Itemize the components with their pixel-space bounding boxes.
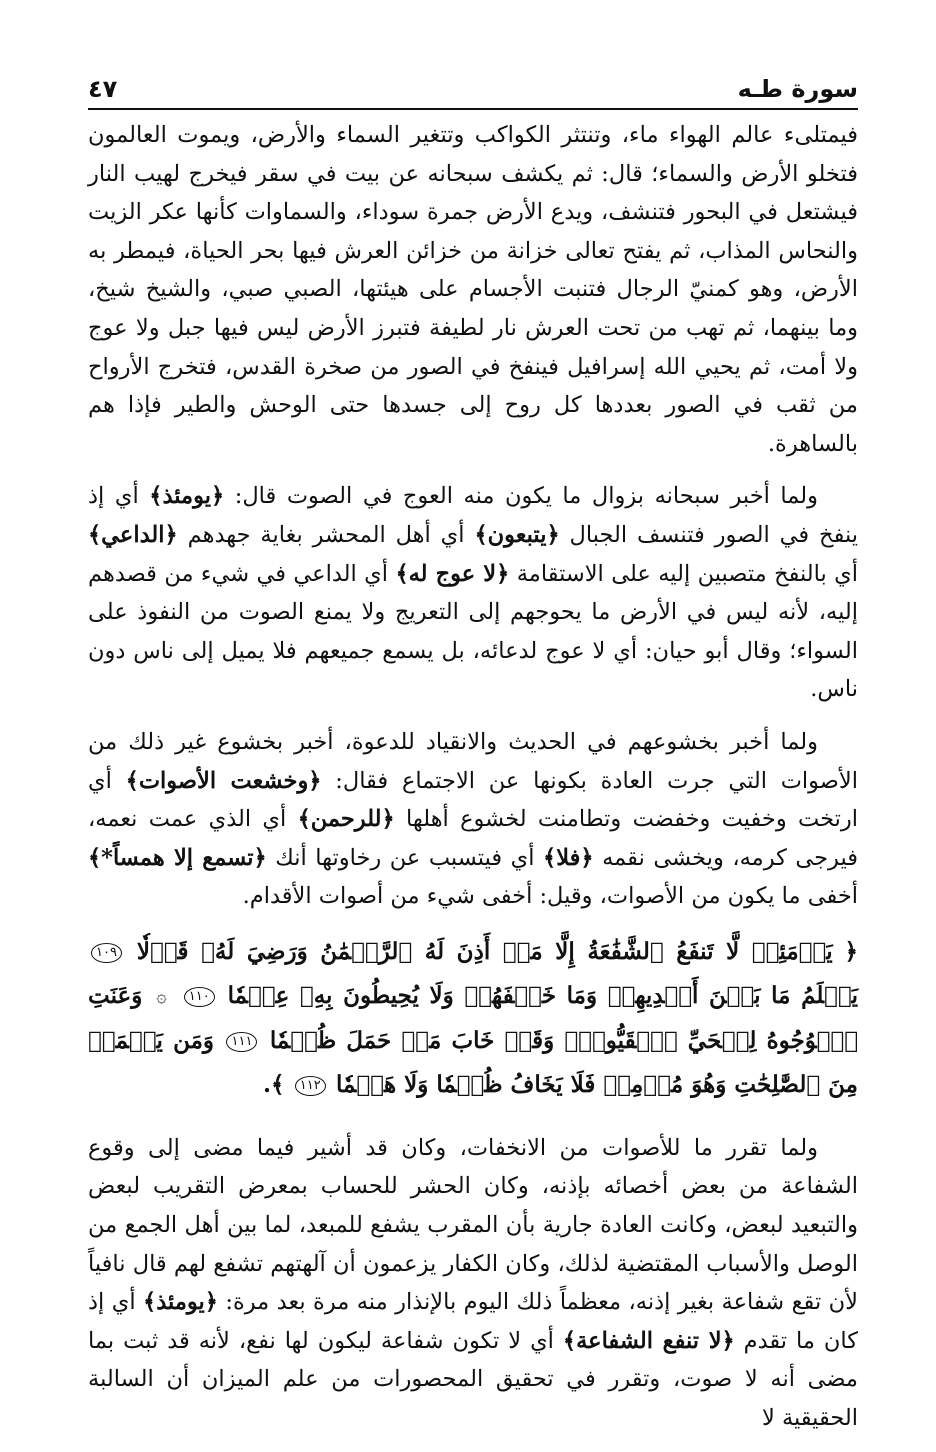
surah-title: سورة طـه xyxy=(737,75,858,103)
verse-111: وَعَنَتِ ٱلۡوُجُوهُ لِلۡحَيِّ ٱلۡقَيُّومِۖ وَقَدۡ خَابَ مَنۡ حَمَلَ ظُلۡمٗا xyxy=(88,981,859,1054)
verse-open-bracket: ﴿ xyxy=(844,937,858,965)
quran-quote: ﴿للرحمن﴾ xyxy=(297,806,395,833)
text-run: ولما تقرر ما للأصوات من الانخفات، وكان قد أشير فيما مضى إلى وقوع الشفاعة من بعض أخصائه بإذنه، وكان الحشر للحساب بمعرض التقريب لبعض والتبعيد لبعض، وكانت العادة جارية بأن المقرب يشفع للمبعد، لما بين أهل الجمع من الوصل والأسباب المقتضية لذلك، وكان الكفار يزعمون أن آلهتهم تشفع لهم قال نافياً لأن تقع شفاعة بغير إذنه، معظماً ذلك اليوم بالإنذار منه مرة بعد مرة: xyxy=(88,1134,858,1316)
text-run: أي ارتخت وخفيت وخفضت وتطامنت لخشوع أهلها xyxy=(88,767,858,833)
text-run: أي الداعي في شيء من قصدهم إليه، لأنه ليس في الأرض ما يحوجهم إلى التعريج ولا يمنع الصوت من النفوذ على السواء؛ وقال أبو حيان: أي لا عوج لدعائه، بل يسمع جميعهم فلا يميل إلى ناس دون ناس. xyxy=(88,560,858,703)
verse-number-112: ١١٢ xyxy=(295,1076,326,1096)
quran-quote: ﴿وخشعت الأصوات﴾ xyxy=(125,767,322,794)
page-number: ٤٧ xyxy=(88,75,118,103)
quran-quote: ﴿فلا﴾ xyxy=(543,844,594,871)
paragraph-4 xyxy=(88,1129,858,1438)
quran-verses xyxy=(88,930,858,1107)
text-run: أي لا تكون شفاعة ليكون لها نفع، لأنه قد ثبت بما مضى أنه لا صوت، وتقرر في تحقيق المحصورات من علم الميزان أن السالبة الحقيقية لا xyxy=(88,1327,858,1432)
text-run: أي إذ كان ما تقدم xyxy=(88,1289,858,1354)
text-run: أي أهل المحشر بغاية جهدهم xyxy=(177,521,475,548)
quran-quote: ﴿يومئذ﴾ xyxy=(149,483,225,510)
verse-number-111: ١١١ xyxy=(226,1032,257,1052)
quran-quote: ﴿تسمع إلا همساً*﴾ xyxy=(88,844,267,871)
quran-quote: ﴿يومئذ﴾ xyxy=(143,1289,218,1316)
text-run: أي فيتسبب عن رخاوتها أنك xyxy=(266,844,544,871)
text-run: فيمتلىء عالم الهواء ماء، وتنتثر الكواكب وتتغير السماء والأرض، ويموت العالمون فتخلو الأرض والسماء؛ قال: ثم يكشف سبحانه عن بيت في سقر فيخرج لهيب النار فيشتعل في البحور فتنشف، ويدع الأرض جمرة سوداء، والسماوات كأنها عكر الزيت والنحاس المذاب، ثم يفتح تعالى خزانة من خزائن العرش فيها بحر الحياة، فيمطر به الأرض، وهو كمنيّ الرجال فتنبت الأجسام على هيئتها، الصبي صبي، والشيخ شيخ، وما بينهما، ثم تهب من تحت العرش نار لطيفة فتبرز الأرض ليس فيها جبل ولا عوج ولا أمت، ثم يحيي الله إسرافيل فينفخ في الصور من صخرة القدس، فتخرج الأرواح من ثقب في الصور بعددها كل روح إلى جسدها حتى الوحش والطير فإذا هم بالساهرة. xyxy=(88,122,858,457)
hizb-ornament-icon: ۞ xyxy=(156,985,167,1007)
paragraph-1 xyxy=(88,116,858,463)
text-run: أي بالنفخ متصبين إليه على الاستقامة xyxy=(509,560,859,587)
page-body xyxy=(88,116,858,1452)
quran-quote: ﴿لا تنفع الشفاعة﴾ xyxy=(562,1327,735,1354)
verse-number-109: ١٠٩ xyxy=(91,943,122,963)
text-run: ولما أخبر بخشوعهم في الحديث والانقياد للدعوة، أخبر بخشوع غير ذلك من الأصوات التي جرت العادة بكونها عن الاجتماع فقال: xyxy=(88,728,858,794)
text-run: أي الذي عمت نعمه، فيرجى كرمه، ويخشى نقمه xyxy=(88,806,858,871)
page-header xyxy=(88,64,858,104)
verse-109: يَوۡمَئِذٖ لَّا تَنفَعُ ٱلشَّفَٰعَةُ إِلَّا مَنۡ أَذِنَ لَهُ ٱلرَّحۡمَٰنُ وَرَضِيَ لَهُۥ قَوۡلٗا xyxy=(136,937,833,965)
verse-number-110: ١١٠ xyxy=(184,987,215,1007)
header-rule xyxy=(88,108,858,110)
paragraph-2 xyxy=(88,477,858,709)
paragraph-3 xyxy=(88,723,858,916)
text-run: ولما أخبر سبحانه بزوال ما يكون منه العوج في الصوت قال: xyxy=(224,483,819,510)
text-run: أخفى ما يكون من الأصوات، وقيل: أخفى شيء من أصوات الأقدام. xyxy=(242,883,858,910)
text-run: أي إذ ينفخ في الصور فتنسف الجبال xyxy=(88,483,858,548)
verse-110: يَعۡلَمُ مَا بَيۡنَ أَيۡدِيهِمۡ وَمَا خَلۡفَهُمۡ وَلَا يُحِيطُونَ بِهِۦ عِلۡمٗا xyxy=(227,981,859,1009)
quran-quote: ﴿لا عوج له﴾ xyxy=(395,560,510,587)
quran-quote: ﴿الداعي﴾ xyxy=(88,521,178,548)
verse-112: وَمَن يَعۡمَلۡ مِنَ ٱلصَّٰلِحَٰتِ وَهُوَ مُؤۡمِنٞ فَلَا يَخَافُ ظُلۡمٗا وَلَا هَضۡمٗا xyxy=(88,1026,858,1098)
verse-close-bracket: ﴾. xyxy=(262,1070,285,1098)
quran-quote: ﴿يتبعون﴾ xyxy=(474,521,560,548)
